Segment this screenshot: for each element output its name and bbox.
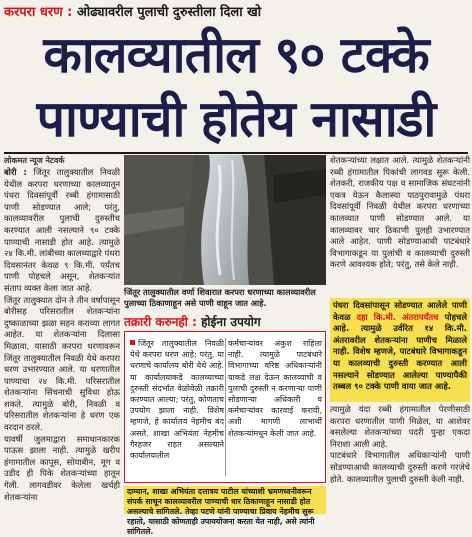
kicker — [4, 2, 468, 20]
highlight-box — [330, 298, 470, 402]
complaints-right-column: कर्मचाऱ्यांवर अंकुश राहिला नाही. त्यामुळे पाटबंधारे विभागाच्या वरिष्ठ अधिकाऱ्यांनी याकडे लक्ष देऊन कालव्याची व पुलाची दुरुस्ती न करणाऱ्या पाणी सोडणाऱ्या अधिकारी व कर्मचाऱ्यांवर कारवाई करावी, अशी मागणी लाभार्थी शेतकऱ्यांमधून केली जात आहे. — [228, 339, 322, 438]
kicker-text: ओढ्यावरील पुलाची दुरुस्तीला दिला खो — [76, 5, 262, 20]
paragraph-1 — [4, 167, 120, 295]
complaints-left-text: जिंतूर तालुक्यातील निवळी येथे करपरा धरण आहे; परंतु, या धरणाचे कार्यालय बोरी येथे आहे. या कार्यालयाकडे कालव्याच्या दुरुस्ती संदर्भात वेळोवेळी तक्रारी करण्यात आल्या; परंतु, कोणताच उपयोग झाला नाही. विशेष म्हणजे, हे कार्यालय नेहमीच बंद असते. शाखा अभियंता नेहमीच गैरहजर राहत असल्याने कार्यालयातील — [130, 339, 224, 461]
highlight-text-1: पंधरा दिवसांपासून सोडण्यात आलेले पाणी केवळ — [333, 300, 467, 322]
highlight-red-text: दहा कि.मी. अंतरापर्यंतच — [356, 311, 439, 322]
col4-paragraph-1: शेतकऱ्यांच्या लक्षात आले. त्यामुळे शेतकऱ्यांनी रब्बी हंगामातील पिकांची लागवड सुरू केली. शेतकरी, राजकीय पक्ष व सामाजिक संघटनांनी एकत्र येऊन कैलास्या पाठपुरावामुळे पंधरा दिवसांपूर्वी निवळी येथील करपरा धरणाच्या कालव्यात पाणी सोडण्यात आले. या कालव्यावर चार ठिकाणी पुलही उभारण्यात आले आहेत. पाणी सोडण्याआधी पाटबंधारे विभागाकडून या पुलांची व कालव्याची दुरुस्ती करणे आवश्यक होते; परंतु, तसे केले नाही. — [330, 155, 470, 270]
byline: लोकमत न्यूज नेटवर्क — [4, 156, 65, 165]
headline-line-2: पाण्याची होतेय नासाडी — [36, 90, 436, 148]
news-photo — [124, 155, 326, 285]
complaints-divider — [225, 338, 226, 476]
red-square-bullet-icon — [130, 340, 135, 345]
article-column-4-bottom — [330, 404, 470, 512]
kicker-tag: करपरा धरण : — [4, 5, 73, 20]
complaints-heading-black: होईना उपयोग — [201, 315, 261, 329]
complaints-heading-red: तक्रारी करुनही : — [124, 315, 197, 329]
paragraph-2: जिंतूर तालुक्यात दोन ते तीन वर्षापासून बोरीसह परिसरातील शेतकऱ्यांना दुष्काळाच्या झळा सहन कराव्या लागत आहेत. या शेतकऱ्यांना दिलासा मिळावा, यासाठी करपरा धरणावरून जिंतूर तालुक्यातील निवळी येथे करपरा धरण उभारण्यात आले. या धरणातील पाण्याचा २४ कि.मी. परिसरातील शेतकऱ्यांना सिंचनाची सुविधा होऊ शकते. त्यामुळे बोरी, निवळी व परिसरातील शेतकऱ्यांना हे धरण एक वरदान ठरले. — [4, 294, 120, 433]
col4-paragraph-2: त्यामुळे यंदा रब्बी हंगामातील पेरणीसाठी करपरा धरणातील पाणी मिळेल, या आशेवर बसलेल्या शेतकऱ्यांच्या पदरी पुन्हा एकदा निराशा आली आहे. — [330, 404, 470, 449]
complaints-heading — [124, 313, 326, 329]
dateline: बोरी : — [4, 167, 27, 177]
complaints-left-column — [130, 338, 224, 480]
headline-line-1: कालव्यातील ९० टक्के — [43, 26, 429, 84]
paragraph-3: यावर्षी जुलमाद्वारा समाधानकारक पाऊस झाला नाही. त्यामुळे खरीप हंगामातील कापूस, सोयाबीन, मूग व उडीद ही पिके शेतकऱ्यांच्या हातून गेली. लागवडीवर केलेला खर्चही शेतकऱ्यांना — [4, 433, 120, 502]
paragraph-1-text: जिंतूर तालुक्यातील निवळी येथील करपरा धरणाच्या कालव्यातून पंधरा दिवसांपूर्वी रब्बी हंगामासाठी पाणी सोडण्यात आले; परंतु, कालव्यावरील पुलाची दुरुस्तीच करण्यात आली नसल्याने ९० टक्के पाण्याची नासाडी होत आहे. त्यामुळे २४ कि.मी. लांबीच्या कालव्याद्वारे पंधरा दिवसानंतर केवळ ९ कि.मी. पर्यंतच पाणी पोहचले असून, शेतकऱ्यांत संताप व्यक्त केला जात आहे. — [4, 167, 120, 293]
engineer-notice: दाम्यान, शाखा अभियंता दत्तात्रय पाटील यांच्याशी भ्रमणध्वनीवरून संपर्क साधून कालव्यावरील पाण्याची धार ठिकाणाहून नासाडी होत असल्याचे सांगितले. तेव्हा पटणे यांनी पाण्याचा प्रिवाय नेहमीच सुरू रहातो, यासाठी कोणताही उपाययोजना करता येत नाही, असे त्यांनी सांगितले. — [124, 486, 326, 514]
complaints-box — [124, 331, 326, 483]
canal-water-image — [124, 155, 326, 285]
article-column-1 — [4, 167, 120, 512]
headline-rule — [4, 152, 468, 154]
col4-paragraph-3: पाटबंधारे विभागातील अधिकाऱ्यांनी पाणी सोडण्याआधी कालव्याची दुरुस्ती करणे गरजेचे होते. कालव्यातील पुलाची दुरुस्ती केली नाही. — [330, 450, 470, 484]
photo-caption: जिंतूर तालुक्यातील वर्णा शिवारात करपरा धरणाच्या कालव्यावरील पुलाच्या ठिकाणाहून असे पाणी वाहून जात आहे. — [124, 287, 316, 308]
highlight-text-2: पोहचले आहे. त्यामुळे उर्वरित १४ कि.मी. अंतरावरील शेतकऱ्यांना पाणीच मिळाले नाही. विशेष म्हणजे, पाटबंधारे विभागाकडून या कालव्याची दुरुस्ती करण्यात आली नसल्याने सोडण्यात आलेल्या पाण्यापैकी तब्बल ९० टक्के पाणी वाया जात आहे. — [333, 311, 468, 392]
